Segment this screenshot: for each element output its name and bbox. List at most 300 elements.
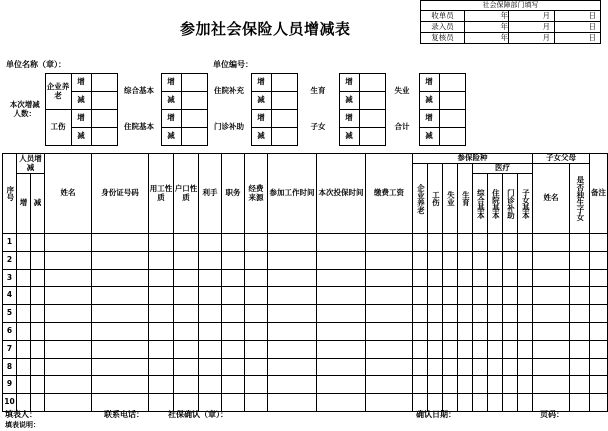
table-cell[interactable] (428, 358, 443, 376)
table-cell[interactable] (17, 287, 31, 305)
table-cell[interactable] (443, 376, 458, 394)
table-cell[interactable] (570, 322, 590, 340)
table-cell[interactable] (570, 287, 590, 305)
table-cell[interactable] (570, 234, 590, 252)
table-row (3, 340, 608, 358)
table-cell[interactable] (174, 269, 199, 287)
summary-comp1: 综合基本 (124, 86, 154, 96)
table-cell[interactable] (199, 287, 222, 305)
table-cell[interactable] (366, 251, 413, 269)
table-cell[interactable] (570, 269, 590, 287)
table-cell[interactable] (518, 358, 533, 376)
col-only-child: 是否独生子女 (570, 164, 590, 234)
col-hukou: 户口性质 (174, 154, 199, 234)
table-cell[interactable] (317, 340, 366, 358)
table-cell[interactable] (488, 305, 503, 323)
table-cell[interactable] (149, 234, 174, 252)
table-cell[interactable] (518, 234, 533, 252)
table-cell[interactable] (199, 376, 222, 394)
dept-box (420, 0, 601, 44)
table-cell[interactable] (458, 287, 473, 305)
table-cell[interactable] (45, 234, 92, 252)
summary-cell[interactable] (181, 110, 207, 128)
table-cell[interactable] (590, 234, 608, 252)
summary-comp2: 住院基本 (124, 122, 154, 132)
table-cell[interactable] (413, 340, 428, 358)
table-cell[interactable] (366, 305, 413, 323)
table-cell[interactable] (443, 394, 458, 412)
table-cell[interactable] (268, 358, 317, 376)
summary-cell[interactable] (359, 110, 385, 128)
table-cell[interactable] (45, 358, 92, 376)
table-cell[interactable] (366, 269, 413, 287)
table-cell[interactable] (533, 234, 570, 252)
table-cell[interactable] (45, 322, 92, 340)
col-ins-types: 参保险种 (413, 154, 533, 164)
table-cell[interactable] (518, 269, 533, 287)
table-cell[interactable] (174, 251, 199, 269)
table-cell[interactable] (174, 394, 199, 412)
summary-cell[interactable] (181, 128, 207, 146)
table-cell[interactable] (428, 376, 443, 394)
table-cell[interactable] (222, 305, 245, 323)
table-cell[interactable] (199, 340, 222, 358)
table-cell[interactable] (149, 394, 174, 412)
table-cell[interactable] (245, 340, 268, 358)
table-cell[interactable] (317, 251, 366, 269)
table-cell[interactable] (366, 234, 413, 252)
table-cell[interactable] (473, 376, 488, 394)
table-cell[interactable] (92, 234, 149, 252)
table-cell[interactable] (503, 234, 518, 252)
table-cell[interactable] (590, 287, 608, 305)
table-cell[interactable] (174, 340, 199, 358)
table-cell[interactable] (458, 394, 473, 412)
table-cell[interactable] (31, 358, 45, 376)
summary-cell[interactable] (439, 74, 465, 92)
dept-label-reviewer: 复核员 (421, 33, 465, 44)
table-cell[interactable] (413, 305, 428, 323)
table-cell[interactable] (428, 394, 443, 412)
summary-cell[interactable] (91, 74, 117, 92)
summary-cell[interactable] (359, 74, 385, 92)
table-cell[interactable] (443, 287, 458, 305)
table-cell[interactable] (443, 358, 458, 376)
table-cell[interactable] (533, 340, 570, 358)
table-cell[interactable] (488, 322, 503, 340)
table-cell[interactable] (503, 305, 518, 323)
table-cell[interactable] (428, 340, 443, 358)
unit-code-label: 单位编号： (213, 60, 253, 69)
table-cell[interactable] (458, 305, 473, 323)
summary-clinic: 门诊补助 (214, 122, 244, 132)
table-cell[interactable] (317, 394, 366, 412)
table-cell[interactable] (31, 376, 45, 394)
table-cell[interactable] (503, 287, 518, 305)
table-cell[interactable] (268, 269, 317, 287)
table-cell[interactable] (488, 269, 503, 287)
table-cell[interactable] (413, 358, 428, 376)
table-cell[interactable] (222, 376, 245, 394)
dept-day: 日 (555, 11, 601, 22)
table-cell[interactable] (458, 251, 473, 269)
table-cell[interactable] (149, 269, 174, 287)
table-cell[interactable] (245, 322, 268, 340)
table-cell[interactable] (413, 234, 428, 252)
table-cell[interactable] (443, 340, 458, 358)
table-cell[interactable] (31, 322, 45, 340)
table-cell[interactable] (518, 305, 533, 323)
summary-cell[interactable] (271, 110, 297, 128)
table-cell[interactable] (45, 376, 92, 394)
table-cell[interactable] (268, 305, 317, 323)
table-cell[interactable] (518, 287, 533, 305)
table-cell[interactable] (92, 251, 149, 269)
table-cell[interactable] (199, 322, 222, 340)
table-cell[interactable] (199, 394, 222, 412)
table-cell[interactable] (443, 305, 458, 323)
table-cell[interactable] (488, 376, 503, 394)
table-cell[interactable] (45, 394, 92, 412)
table-cell[interactable] (570, 340, 590, 358)
table-cell[interactable] (533, 394, 570, 412)
table-cell[interactable] (268, 394, 317, 412)
table-cell[interactable] (17, 376, 31, 394)
summary-cell[interactable] (91, 110, 117, 128)
table-cell[interactable] (31, 340, 45, 358)
table-cell[interactable] (503, 322, 518, 340)
table-cell[interactable] (199, 305, 222, 323)
table-cell[interactable] (245, 234, 268, 252)
table-cell[interactable] (268, 234, 317, 252)
table-cell[interactable] (31, 269, 45, 287)
table-cell[interactable] (570, 376, 590, 394)
table-cell[interactable] (473, 340, 488, 358)
summary-dec: 减 (419, 92, 439, 110)
table-cell[interactable] (199, 234, 222, 252)
table-cell[interactable] (458, 322, 473, 340)
main-table (2, 153, 608, 412)
table-cell[interactable] (17, 305, 31, 323)
table-cell[interactable] (473, 358, 488, 376)
summary-cell[interactable] (271, 74, 297, 92)
table-cell[interactable] (268, 376, 317, 394)
table-cell[interactable] (222, 287, 245, 305)
table-cell[interactable] (503, 269, 518, 287)
table-cell[interactable] (245, 376, 268, 394)
table-cell[interactable] (428, 287, 443, 305)
table-cell[interactable] (222, 322, 245, 340)
summary-cell[interactable] (439, 92, 465, 110)
footer-confirm-date: 确认日期： (416, 410, 456, 419)
table-cell[interactable] (222, 394, 245, 412)
table-cell[interactable] (488, 251, 503, 269)
table-cell[interactable] (45, 305, 92, 323)
summary-inc: 增 (419, 74, 439, 92)
table-row (3, 376, 608, 394)
summary-cell[interactable] (271, 128, 297, 146)
table-cell[interactable] (428, 305, 443, 323)
row-number: 8 (3, 358, 17, 376)
table-cell[interactable] (488, 340, 503, 358)
col-emp-type: 用工性质 (149, 154, 174, 234)
table-cell[interactable] (245, 305, 268, 323)
table-cell[interactable] (366, 340, 413, 358)
table-cell[interactable] (428, 322, 443, 340)
table-cell[interactable] (570, 358, 590, 376)
table-cell[interactable] (443, 322, 458, 340)
table-cell[interactable] (443, 269, 458, 287)
table-cell[interactable] (31, 287, 45, 305)
table-cell[interactable] (590, 394, 608, 412)
summary-inc: 增 (71, 110, 91, 128)
table-cell[interactable] (473, 322, 488, 340)
table-cell[interactable] (518, 394, 533, 412)
table-cell[interactable] (317, 322, 366, 340)
col-dec: 减 (31, 174, 45, 234)
table-cell[interactable] (533, 269, 570, 287)
table-cell[interactable] (413, 269, 428, 287)
table-cell[interactable] (503, 340, 518, 358)
table-cell[interactable] (590, 251, 608, 269)
summary-dec: 减 (161, 92, 181, 110)
table-cell[interactable] (488, 287, 503, 305)
summary-cell[interactable] (439, 110, 465, 128)
table-cell[interactable] (268, 340, 317, 358)
table-cell[interactable] (199, 251, 222, 269)
summary-cell[interactable] (359, 92, 385, 110)
table-cell[interactable] (458, 234, 473, 252)
table-cell[interactable] (317, 358, 366, 376)
table-cell[interactable] (473, 305, 488, 323)
dept-day: 日 (555, 33, 601, 44)
table-cell[interactable] (458, 269, 473, 287)
footer-phone: 联系电话： (104, 410, 144, 419)
table-cell[interactable] (222, 340, 245, 358)
table-cell[interactable] (31, 394, 45, 412)
table-cell[interactable] (222, 269, 245, 287)
table-cell[interactable] (570, 251, 590, 269)
table-cell[interactable] (518, 322, 533, 340)
table-cell[interactable] (473, 234, 488, 252)
table-cell[interactable] (518, 340, 533, 358)
table-cell[interactable] (488, 234, 503, 252)
table-cell[interactable] (317, 287, 366, 305)
table-cell[interactable] (503, 394, 518, 412)
table-cell[interactable] (366, 358, 413, 376)
table-cell[interactable] (413, 394, 428, 412)
table-cell[interactable] (473, 269, 488, 287)
table-cell[interactable] (413, 376, 428, 394)
table-cell[interactable] (503, 251, 518, 269)
table-cell[interactable] (473, 394, 488, 412)
table-cell[interactable] (570, 305, 590, 323)
table-cell[interactable] (149, 287, 174, 305)
table-cell[interactable] (317, 305, 366, 323)
table-cell[interactable] (503, 358, 518, 376)
summary-cell[interactable] (91, 128, 117, 146)
table-cell[interactable] (590, 376, 608, 394)
col-name: 姓名 (45, 154, 92, 234)
table-cell[interactable] (533, 322, 570, 340)
table-row (3, 358, 608, 376)
table-cell[interactable] (31, 251, 45, 269)
table-cell[interactable] (488, 358, 503, 376)
summary-cell[interactable] (439, 128, 465, 146)
table-row (3, 305, 608, 323)
table-cell[interactable] (149, 251, 174, 269)
table-cell[interactable] (92, 322, 149, 340)
table-cell[interactable] (533, 251, 570, 269)
table-cell[interactable] (428, 269, 443, 287)
table-cell[interactable] (533, 287, 570, 305)
table-cell[interactable] (245, 394, 268, 412)
table-cell[interactable] (17, 234, 31, 252)
table-cell[interactable] (590, 340, 608, 358)
table-cell[interactable] (17, 340, 31, 358)
table-cell[interactable] (268, 322, 317, 340)
table-cell[interactable] (458, 340, 473, 358)
footer-confirm: 社保确认（章）： (168, 410, 228, 419)
table-cell[interactable] (92, 287, 149, 305)
table-cell[interactable] (199, 358, 222, 376)
table-cell[interactable] (222, 358, 245, 376)
table-cell[interactable] (590, 269, 608, 287)
table-cell[interactable] (31, 305, 45, 323)
table-cell[interactable] (245, 358, 268, 376)
table-cell[interactable] (174, 287, 199, 305)
table-cell[interactable] (92, 394, 149, 412)
table-cell[interactable] (268, 251, 317, 269)
table-cell[interactable] (149, 322, 174, 340)
table-cell[interactable] (45, 340, 92, 358)
footer-filler: 填表人： (5, 410, 37, 419)
table-cell[interactable] (17, 394, 31, 412)
table-cell[interactable] (174, 322, 199, 340)
table-cell[interactable] (92, 376, 149, 394)
summary-cell[interactable] (91, 92, 117, 110)
summary-cell[interactable] (181, 74, 207, 92)
table-cell[interactable] (518, 251, 533, 269)
table-cell[interactable] (245, 287, 268, 305)
table-cell[interactable] (366, 322, 413, 340)
summary-cell[interactable] (271, 92, 297, 110)
summary-table (5, 73, 466, 146)
table-cell[interactable] (590, 305, 608, 323)
table-cell[interactable] (533, 376, 570, 394)
summary-left-label: 本次增减人数： (9, 99, 40, 118)
table-cell[interactable] (366, 287, 413, 305)
summary-inc: 增 (251, 74, 271, 92)
row-number: 4 (3, 287, 17, 305)
table-cell[interactable] (268, 287, 317, 305)
col-seq: 序号 (3, 154, 17, 234)
table-cell[interactable] (413, 322, 428, 340)
table-cell[interactable] (533, 358, 570, 376)
row-number: 6 (3, 322, 17, 340)
table-cell[interactable] (366, 394, 413, 412)
table-cell[interactable] (533, 305, 570, 323)
table-cell[interactable] (443, 251, 458, 269)
table-cell[interactable] (570, 394, 590, 412)
table-cell[interactable] (245, 251, 268, 269)
table-cell[interactable] (92, 358, 149, 376)
table-cell[interactable] (428, 251, 443, 269)
table-cell[interactable] (149, 340, 174, 358)
table-cell[interactable] (17, 322, 31, 340)
col-pension: 企业养老 (413, 164, 428, 234)
table-cell[interactable] (473, 287, 488, 305)
table-cell[interactable] (174, 234, 199, 252)
table-cell[interactable] (92, 269, 149, 287)
summary-dec: 减 (71, 92, 91, 110)
col-retire: 利手 (199, 154, 222, 234)
table-cell[interactable] (31, 234, 45, 252)
table-cell[interactable] (92, 340, 149, 358)
summary-cell[interactable] (181, 92, 207, 110)
table-cell[interactable] (413, 287, 428, 305)
summary-cell[interactable] (359, 128, 385, 146)
table-cell[interactable] (17, 269, 31, 287)
table-cell[interactable] (413, 251, 428, 269)
table-cell[interactable] (149, 358, 174, 376)
table-cell[interactable] (45, 269, 92, 287)
dept-year: 年 (465, 33, 509, 44)
table-cell[interactable] (366, 376, 413, 394)
col-parent-name: 姓名 (533, 164, 570, 234)
table-cell[interactable] (222, 251, 245, 269)
table-cell[interactable] (473, 251, 488, 269)
table-cell[interactable] (174, 376, 199, 394)
table-cell[interactable] (518, 376, 533, 394)
table-cell[interactable] (174, 305, 199, 323)
table-cell[interactable] (222, 234, 245, 252)
table-cell[interactable] (149, 305, 174, 323)
col-work-start: 参加工作时间 (268, 154, 317, 234)
col-medical: 医疗 (473, 164, 533, 174)
dept-month: 月 (509, 22, 555, 33)
table-cell[interactable] (317, 376, 366, 394)
table-row (3, 269, 608, 287)
dept-day: 日 (555, 22, 601, 33)
table-cell[interactable] (45, 251, 92, 269)
table-cell[interactable] (92, 305, 149, 323)
table-cell[interactable] (590, 322, 608, 340)
col-funding: 经费来源 (245, 154, 268, 234)
table-cell[interactable] (317, 269, 366, 287)
table-cell[interactable] (199, 269, 222, 287)
table-cell[interactable] (488, 394, 503, 412)
table-cell[interactable] (443, 234, 458, 252)
col-med-hosp: 住院基本 (488, 174, 503, 234)
table-cell[interactable] (149, 376, 174, 394)
table-cell[interactable] (17, 358, 31, 376)
table-cell[interactable] (458, 376, 473, 394)
table-cell[interactable] (458, 358, 473, 376)
summary-dec: 减 (251, 128, 271, 146)
table-cell[interactable] (317, 234, 366, 252)
table-cell[interactable] (174, 358, 199, 376)
row-number: 9 (3, 376, 17, 394)
table-cell[interactable] (245, 269, 268, 287)
table-cell[interactable] (428, 234, 443, 252)
table-cell[interactable] (17, 251, 31, 269)
table-cell[interactable] (503, 376, 518, 394)
table-row (3, 234, 608, 252)
table-cell[interactable] (590, 358, 608, 376)
summary-dec: 减 (161, 128, 181, 146)
table-cell[interactable] (45, 287, 92, 305)
